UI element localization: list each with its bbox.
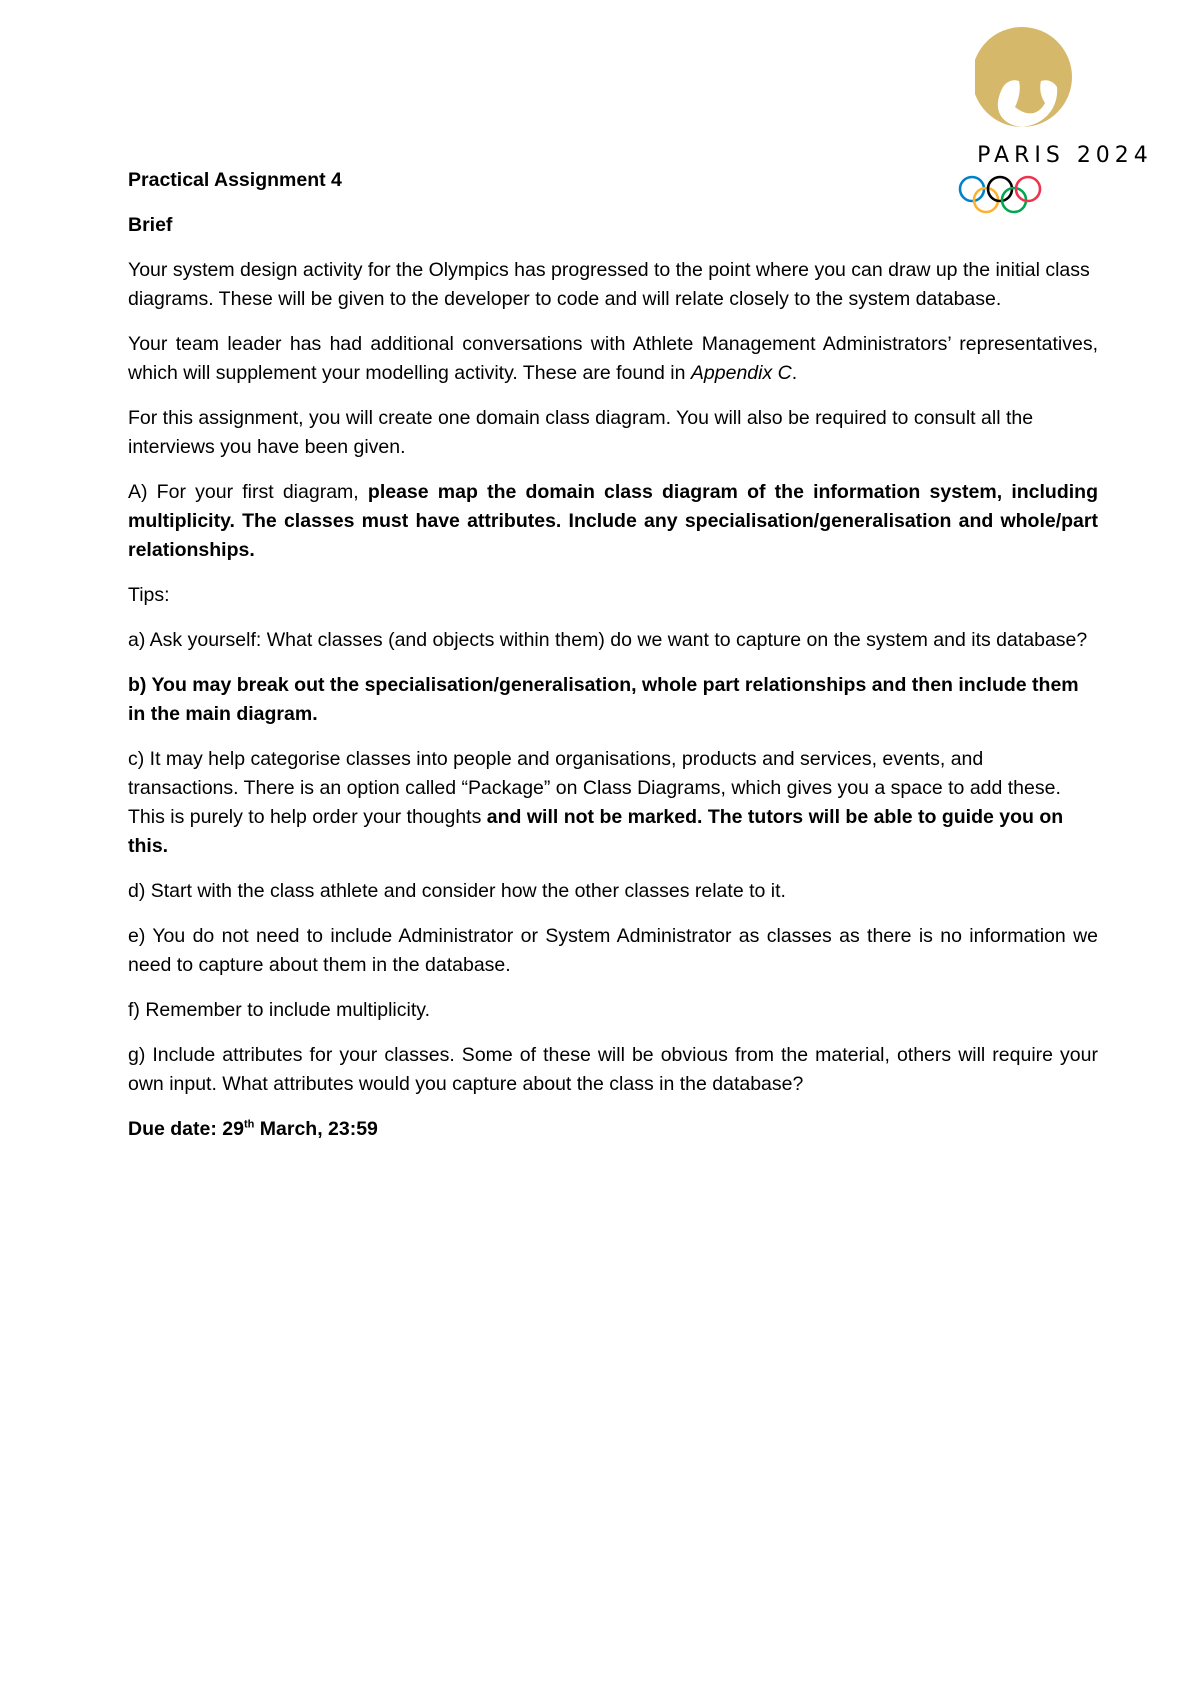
tip-f: f) Remember to include multiplicity. [128,999,430,1021]
tip-b: b) You may break out the specialisation/generalisation, whole part relationships and then include them in the main diagram. [128,674,1079,725]
tip-a: a) Ask yourself: What classes (and objects within them) do we want to capture on the system and its database? [128,629,1088,651]
team-leader-paragraph [128,330,1098,388]
assignment-body [128,166,1098,1160]
appendix-reference: Appendix C [690,362,792,384]
intro-paragraph: Your system design activity for the Olympics has progressed to the point where you can draw up the initial class diagrams. These will be given to the developer to code and will relate closely to the system database. [128,259,1090,310]
tip-c [128,745,1098,861]
paris-2024-emblem-icon [975,25,1155,143]
tip-d: d) Start with the class athlete and consider how the other classes relate to it. [128,880,786,902]
document-title: Practical Assignment 4 [128,169,342,191]
due-date-rest: March, 23:59 [254,1118,378,1140]
assignment-paragraph: For this assignment, you will create one domain class diagram. You will also be required to consult all the interviews you have been given. [128,407,1034,458]
tip-c-text: c) It may help categorise classes into people and organisations, products and services, events, and transactions. There is an option called “Package” on Class Diagrams, which gives you a space to add these. This is purely to help order your thoughts [128,748,1061,828]
due-date [128,1115,1098,1144]
tip-e: e) You do not need to include Administrator or System Administrator as classes as there is no information we need to capture about them in the database. [128,925,1098,976]
tip-c-emphasis: and will not be marked. The tutors will be able to guide you on this. [128,806,1064,857]
tip-g: g) Include attributes for your classes. Some of these will be obvious from the material, others will require your own input. What attributes would you capture about the class in the database? [128,1044,1098,1095]
due-date-ordinal: th [243,1118,255,1131]
task-a-instruction: please map the domain class diagram of the information system, including multiplicity. The classes must have attributes. Include any specialisation/generalisation and whole/part relationships. [128,481,1098,561]
task-a-paragraph [128,478,1098,565]
para2-text: Your team leader has had additional conversations with Athlete Management Administrators’ representatives, which will supplement your modelling activity. These are found in [128,333,1098,384]
brief-heading: Brief [128,214,173,236]
tips-heading: Tips: [128,584,170,606]
due-date-label: Due date: 29 [128,1118,244,1140]
para2-end: . [791,362,798,384]
paris-2024-wordmark: PARIS 2024 [977,143,1153,168]
task-a-lead: A) For your first diagram, [128,481,368,503]
